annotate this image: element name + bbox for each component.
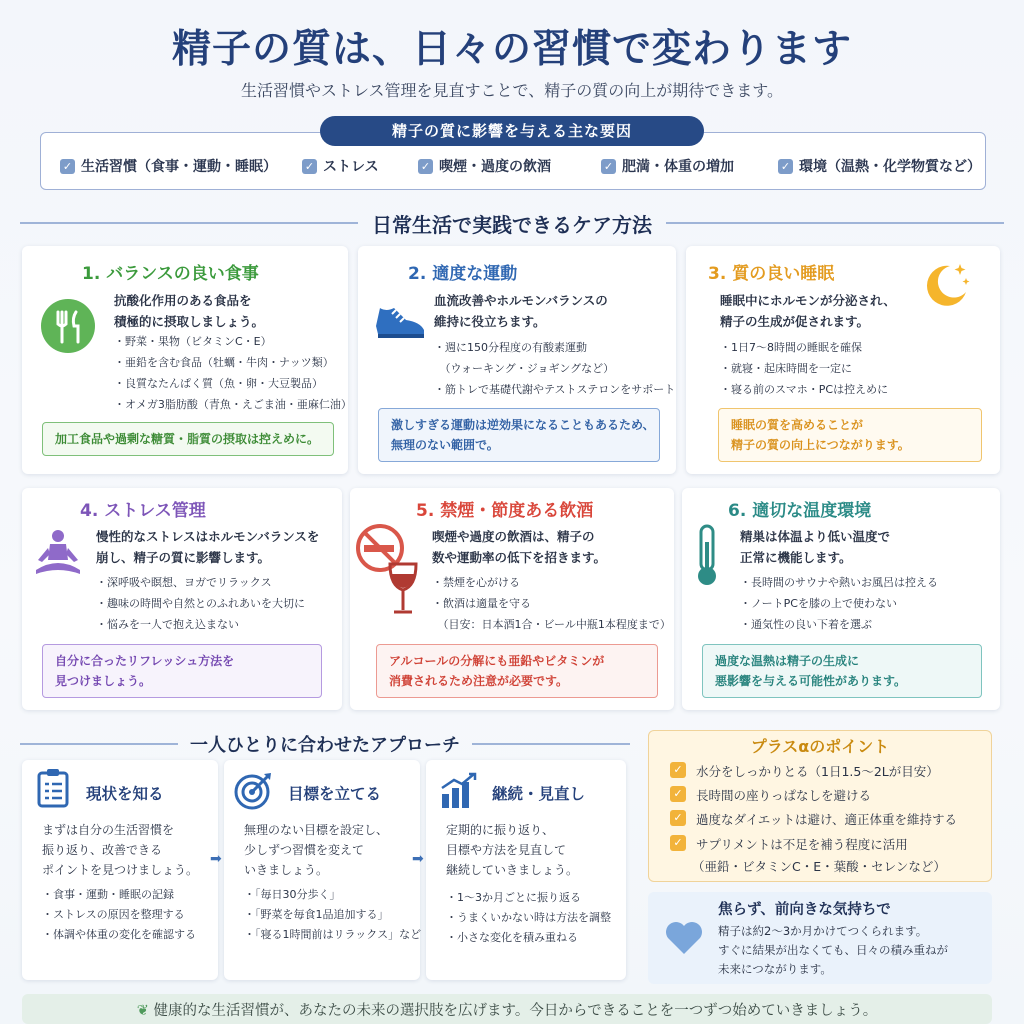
card-note: 自分に合ったリフレッシュ方法を 見つけましょう。 — [42, 644, 322, 698]
list-item: ・「寝る1時間前はリラックス」など — [244, 928, 422, 941]
page-title: 精子の質は、日々の習慣で変わります — [171, 27, 852, 72]
heart-icon — [664, 920, 704, 956]
card-title: 2. 適度な運動 — [408, 264, 518, 284]
card-list — [432, 572, 671, 635]
check-icon: ✓ — [670, 762, 686, 778]
factor-item: ✓ 環境（温熱・化学物質など） — [778, 155, 981, 177]
list-item: ・悩みを一人で抱え込まない — [96, 618, 239, 631]
step-lead: 定期的に振り返り、 目標や方法を見直して 継続していきましょう。 — [446, 823, 579, 877]
list-item: ・「毎日30分歩く」 — [244, 888, 341, 901]
factor-item: ✓ 喫煙・過度の飲酒 — [418, 155, 551, 177]
plus-item-sub: （亜鉛・ビタミンC・E・葉酸・セレンなど） — [692, 859, 946, 874]
list-item: ・1日7〜8時間の睡眠を確保 — [720, 341, 862, 354]
factor-item: ✓ ストレス — [302, 155, 379, 177]
plus-item: ✓ 水分をしっかりとる（1日1.5〜2Lが目安） — [670, 762, 939, 780]
card-lead: 抗酸化作用のある食品を 積極的に摂取しましょう。 — [114, 293, 265, 329]
card-note: 加工食品や過剰な糖質・脂質の摂取は控えめに。 — [42, 422, 334, 456]
list-item: ・良質なたんぱく質（魚・卵・大豆製品） — [114, 377, 323, 390]
step-lead: まずは自分の生活習慣を 振り返り、改善できる ポイントを見つけましょう。 — [42, 823, 199, 877]
card-lead: 睡眠中にホルモンが分泌され、 精子の生成が促されます。 — [720, 293, 896, 329]
card-title: 5. 禁煙・節度ある飲酒 — [416, 501, 594, 521]
list-item: （ウォーキング・ジョギングなど） — [434, 362, 615, 375]
arrow-right-icon: ➡ — [210, 851, 222, 867]
card-list — [434, 337, 675, 400]
care-section-heading: 日常生活で実践できるケア方法 — [20, 210, 1004, 236]
step-title: 現状を知る — [86, 785, 164, 803]
mindset-title: 焦らず、前向きな気持ちで — [718, 902, 891, 918]
list-item: ・禁煙を心がける — [432, 576, 520, 589]
factor-item: ✓ 肥満・体重の増加 — [601, 155, 734, 177]
step-list — [244, 885, 421, 945]
card-title: 1. バランスの良い食事 — [82, 264, 259, 284]
plus-item: ✓ サプリメントは不足を補う程度に活用 — [670, 835, 908, 853]
step-lead: 無理のない目標を設定し、 少しずつ習慣を変えて いきましょう。 — [244, 823, 389, 877]
card-title: 6. 適切な温度環境 — [728, 501, 872, 521]
check-icon: ✓ — [670, 786, 686, 802]
footer-message: ❦ 健康的な生活習慣が、あなたの未来の選択肢を広げます。今日からできることを一つずつ始めていきましょう。 — [136, 1003, 878, 1019]
list-item: ・小さな変化を積み重ねる — [446, 931, 578, 944]
list-item: ・体調や体重の変化を確認する — [42, 928, 196, 941]
page-subtitle: 生活習慣やストレス管理を見直すことで、精子の質の向上が期待できます。 — [241, 81, 783, 100]
factor-item: ✓ 生活習慣（食事・運動・睡眠） — [60, 155, 277, 177]
check-icon: ✓ — [601, 159, 616, 174]
list-item: ・1〜3か月ごとに振り返る — [446, 891, 581, 904]
card-list — [114, 331, 352, 415]
list-item: ・深呼吸や瞑想、ヨガでリラックス — [96, 576, 272, 589]
list-item: （目安：日本酒1合・ビール中瓶1本程度まで） — [432, 618, 671, 631]
clipboard-icon — [36, 768, 70, 808]
step-list — [446, 888, 611, 948]
meditation-icon — [32, 526, 84, 578]
list-item: ・通気性の良い下着を選ぶ — [740, 618, 872, 631]
leaf-icon: ❦ — [136, 1003, 154, 1019]
check-icon: ✓ — [670, 810, 686, 826]
list-item: ・食事・運動・睡眠の記録 — [42, 888, 174, 901]
card-lead: 喫煙や過度の飲酒は、精子の 数や運動率の低下を招きます。 — [432, 529, 607, 565]
mindset-text: 精子は約2〜3か月かけてつくられます。 すぐに結果が出なくても、日々の積み重ねが 未来につながります。 — [718, 924, 948, 976]
list-item: ・週に150分程度の有酸素運動 — [434, 341, 587, 354]
list-item: ・亜鉛を含む食品（牡蠣・牛肉・ナッツ類） — [114, 356, 334, 369]
check-icon: ✓ — [670, 835, 686, 851]
check-icon: ✓ — [778, 159, 793, 174]
check-icon: ✓ — [418, 159, 433, 174]
moon-star-icon — [920, 258, 972, 310]
target-icon — [234, 770, 274, 810]
list-item: ・うまくいかない時は方法を調整 — [446, 911, 611, 924]
list-item: ・オメガ3脂肪酸（青魚・えごま油・亜麻仁油） — [114, 398, 352, 411]
list-item: ・長時間のサウナや熱いお風呂は控える — [740, 576, 938, 589]
card-note: 睡眠の質を高めることが 精子の質の向上につながります。 — [718, 408, 982, 462]
list-item: ・就寝・起床時間を一定に — [720, 362, 852, 375]
card-lead: 精巣は体温より低い温度で 正常に機能します。 — [740, 529, 891, 565]
card-list — [720, 337, 888, 400]
no-smoking-wine-icon — [354, 524, 420, 620]
running-shoe-icon — [372, 292, 428, 342]
card-list — [96, 572, 305, 635]
card-note: 過度な温熱は精子の生成に 悪影響を与える可能性があります。 — [702, 644, 982, 698]
list-item: ・寝る前のスマホ・PCは控えめに — [720, 383, 889, 396]
step-list — [42, 885, 196, 945]
check-icon: ✓ — [302, 159, 317, 174]
thermometer-icon — [692, 524, 722, 588]
list-item: ・ノートPCを膝の上で使わない — [740, 597, 897, 610]
card-lead: 慢性的なストレスはホルモンバランスを 崩し、精子の質に影響します。 — [96, 529, 320, 565]
card-title: 3. 質の良い睡眠 — [708, 264, 835, 284]
bar-chart-icon — [438, 772, 478, 810]
factors-heading: 精子の質に影響を与える主な要因 — [320, 116, 704, 146]
approach-heading: 一人ひとりに合わせたアプローチ — [20, 731, 630, 757]
card-note: アルコールの分解にも亜鉛やビタミンが 消費されるため注意が必要です。 — [376, 644, 658, 698]
list-item: ・趣味の時間や自然とのふれあいを大切に — [96, 597, 305, 610]
plus-item: ✓ 過度なダイエットは避け、適正体重を維持する — [670, 810, 957, 828]
list-item: ・飲酒は適量を守る — [432, 597, 531, 610]
list-item: ・「野菜を毎食1品追加する」 — [244, 908, 389, 921]
step-title: 目標を立てる — [288, 785, 382, 803]
arrow-right-icon: ➡ — [412, 851, 424, 867]
fork-knife-icon — [40, 298, 96, 354]
list-item: ・野菜・果物（ビタミンC・E） — [114, 335, 272, 348]
card-list — [740, 572, 938, 635]
check-icon: ✓ — [60, 159, 75, 174]
card-note: 激しすぎる運動は逆効果になることもあるため、 無理のない範囲で。 — [378, 408, 660, 462]
card-lead: 血流改善やホルモンバランスの 維持に役立ちます。 — [434, 293, 608, 329]
plus-item: ✓ 長時間の座りっぱなしを避ける — [670, 786, 871, 804]
card-title: 4. ストレス管理 — [80, 501, 206, 521]
list-item: ・ストレスの原因を整理する — [42, 908, 185, 921]
step-title: 継続・見直し — [492, 785, 586, 803]
list-item: ・筋トレで基礎代謝やテストステロンをサポート — [434, 383, 676, 396]
plus-alpha-title: プラスαのポイント — [750, 737, 890, 756]
